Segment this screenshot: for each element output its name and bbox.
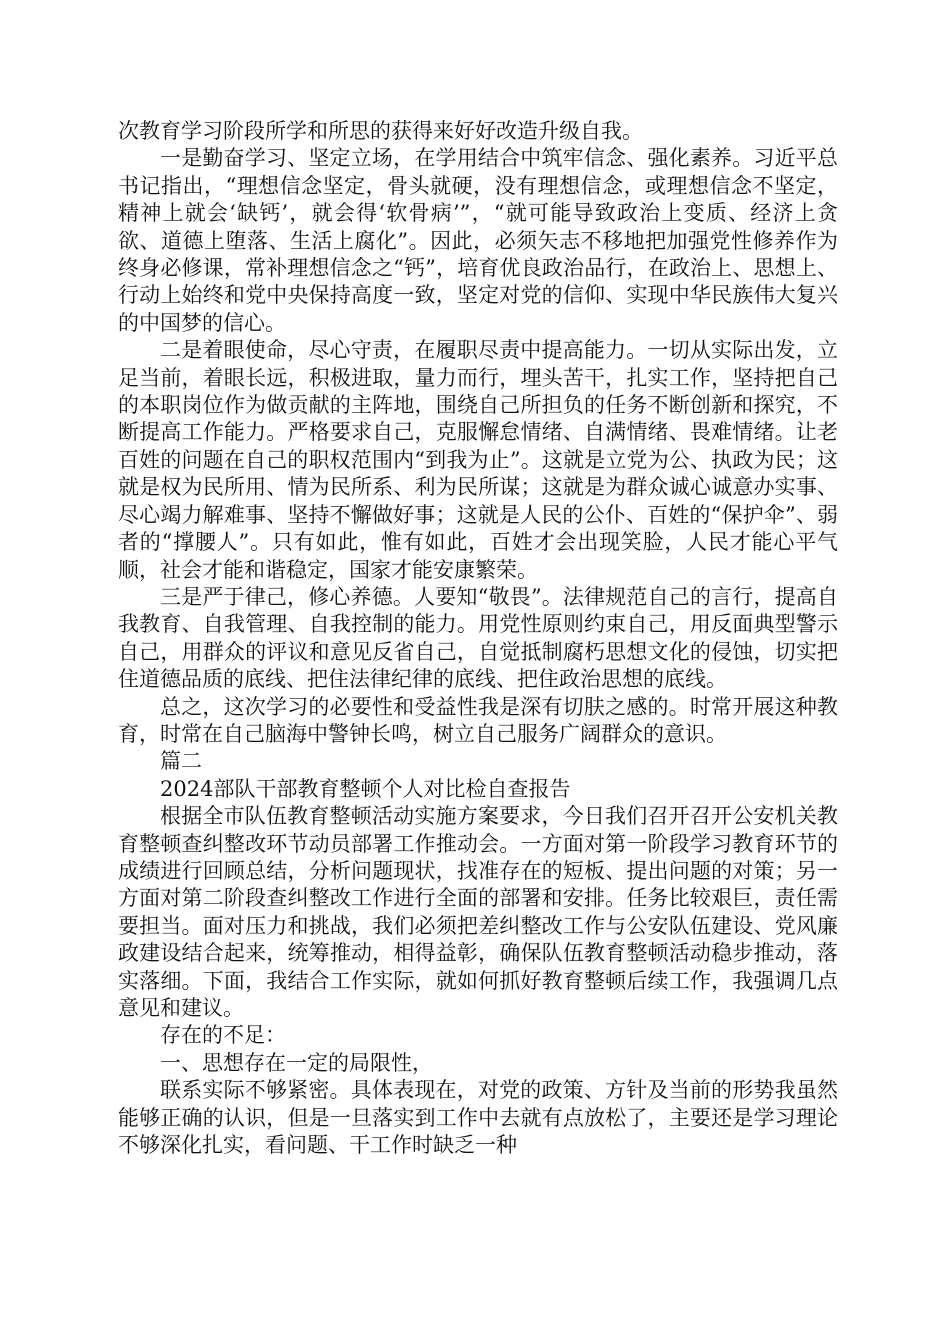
paragraph-continuation: 次教育学习阶段所学和所思的获得来好好改造升级自我。: [118, 119, 643, 143]
paragraph-point-one: 一是勤奋学习、坚定立场，在学用结合中筑牢信念、强化素养。习近平总书记指出，“理想信念坚定，骨头就硬，没有理想信念，或理想信念不坚定，精神上就会‘缺钙’，就会得‘软骨病’”，“就可能导致政治上变质、经济上贪欲、道德上堕落、生活上腐化”。因此，必须矢志不移地把加强党性修养作为终身必修课，常补理想信念之“钙”，培育优良政治品行，在政治上、思想上、行动上始终和党中央保持高度一致，坚定对党的信仰、实现中华民族伟大复兴的中国梦的信心。: [118, 146, 838, 335]
paragraph-summary: 总之，这次学习的必要性和受益性我是深有切肤之感的。时常开展这种教育，时常在自己脑海中警钟长鸣，树立自己服务广阔群众的意识。: [118, 694, 838, 746]
paragraph-point-two: 二是着眼使命，尽心守责，在履职尽责中提高能力。一切从实际出发，立足当前，着眼长远，积极进取，量力而行，埋头苦干，扎实工作，坚持把自己的本职岗位作为做贡献的主阵地，围绕自己所担负的任务不断创新和探究，不断提高工作能力。严格要求自己，克服懈怠情绪、自满情绪、畏难情绪。让老百姓的问题在自己的职权范围内“到我为止”。这就是立党为公、执政为民；这就是权为民所用、情为民所系、利为民所谋；这就是为群众诚心诚意办实事、尽心竭力解难事、坚持不懈做好事；这就是人民的公仆、百姓的“保护伞”、弱者的“撑腰人”。只有如此，惟有如此，百姓才会出现笑脸，人民才能心平气顺，社会才能和谐稳定，国家才能安康繁荣。: [118, 338, 838, 582]
report-title: 2024部队干部教育整顿个人对比检自查报告: [160, 776, 571, 801]
document-page: [118, 118, 838, 1159]
subheading-item-one: 一、思想存在一定的局限性，: [160, 1050, 433, 1075]
paragraph-item-one-detail: 联系实际不够紧密。具体表现在，对党的政策、方针及当前的形势我虽然能够正确的认识，但是一旦落实到工作中去就有点放松了，主要还是学习理论不够深化扎实，看问题、干工作时缺乏一种: [118, 1078, 838, 1158]
subheading-shortcomings: 存在的不足：: [160, 1023, 286, 1048]
paragraph-point-three: 三是严于律己，修心养德。人要知“敬畏”。法律规范自己的言行，提高自我教育、自我管理、自我控制的能力。用党性原则约束自己，用反面典型警示自己，用群众的评议和意见反省自己，自觉抵制腐朽思想文化的侵蚀，切实把住道德品质的底线、把住法律纪律的底线、把住政治思想的底线。: [118, 584, 838, 692]
paragraph-introduction: 根据全市队伍教育整顿活动实施方案要求，今日我们召开召开公安机关教育整顿查纠整改环节动员部署工作推动会。一方面对第一阶段学习教育环节的成绩进行回顾总结，分析问题现状，找准存在的短板、提出问题的对策；另一方面对第二阶段查纠整改工作进行全面的部署和安排。任务比较艰巨，责任需要担当。面对压力和挑战，我们必须把差纠整改工作与公安队伍建设、党风廉政建设结合起来，统筹推动，相得益彰，确保队伍教育整顿活动稳步推动，落实落细。下面，我结合工作实际，就如何抓好教育整顿后续工作，我强调几点意见和建议。: [118, 804, 838, 1020]
section-heading: 篇二: [160, 749, 202, 774]
